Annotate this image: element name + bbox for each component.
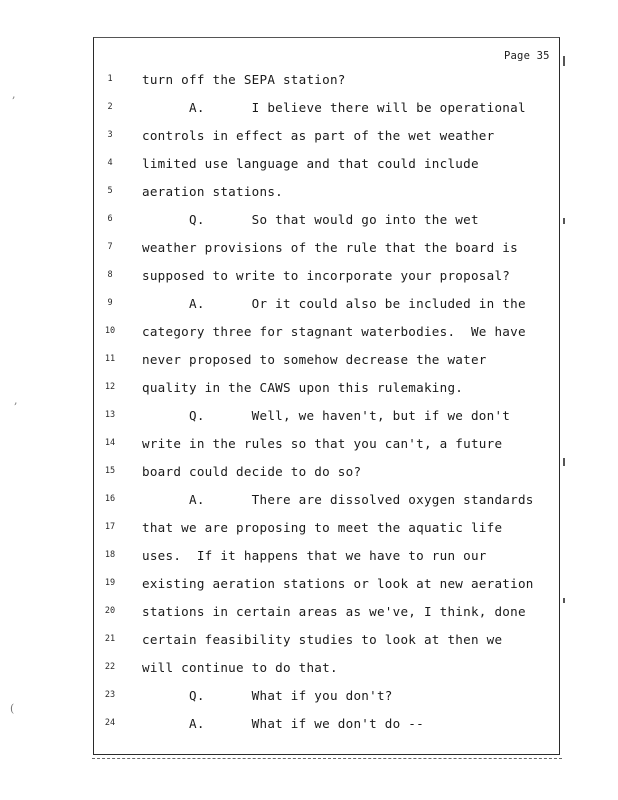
transcript-line-text: A. There are dissolved oxygen standards (142, 492, 534, 507)
scan-speck (563, 458, 565, 466)
transcript-line-text: supposed to write to incorporate your proposal? (142, 268, 511, 283)
transcript-line-text: A. Or it could also be included in the (142, 296, 526, 311)
line-number: 15 (104, 466, 116, 476)
transcript-line-text: certain feasibility studies to look at then we (142, 632, 503, 647)
line-number: 17 (104, 522, 116, 532)
line-number: 11 (104, 354, 116, 364)
transcript-line-text: A. What if we don't do -- (142, 716, 424, 731)
transcript-line-text: A. I believe there will be operational (142, 100, 526, 115)
transcript-page-frame (93, 37, 560, 755)
scan-speck (563, 218, 565, 224)
line-number: 21 (104, 634, 116, 644)
transcript-line-text: aeration stations. (142, 184, 283, 199)
line-number: 8 (107, 270, 113, 280)
page-number: Page 35 (504, 50, 550, 62)
transcript-line-text: that we are proposing to meet the aquatic life (142, 520, 503, 535)
transcript-line-text: category three for stagnant waterbodies. We have (142, 324, 526, 339)
scan-artifact: , (14, 394, 18, 407)
line-number: 20 (104, 606, 116, 616)
line-number: 23 (104, 690, 116, 700)
scan-artifact: , (12, 88, 16, 101)
line-number: 18 (104, 550, 116, 560)
line-number: 19 (104, 578, 116, 588)
transcript-line-text: Q. So that would go into the wet (142, 212, 479, 227)
scan-speck (563, 56, 565, 66)
line-number: 1 (107, 74, 113, 84)
line-number: 2 (107, 102, 113, 112)
transcript-line-text: weather provisions of the rule that the board is (142, 240, 518, 255)
transcript-line-text: Q. What if you don't? (142, 688, 393, 703)
transcript-line-text: will continue to do that. (142, 660, 338, 675)
transcript-line-text: Q. Well, we haven't, but if we don't (142, 408, 511, 423)
transcript-line-text: limited use language and that could include (142, 156, 479, 171)
line-number: 12 (104, 382, 116, 392)
line-number: 9 (107, 298, 113, 308)
scan-artifact: ( (10, 702, 15, 715)
transcript-line-text: controls in effect as part of the wet weather (142, 128, 495, 143)
transcript-line-text: stations in certain areas as we've, I think, done (142, 604, 526, 619)
transcript-line-text: never proposed to somehow decrease the water (142, 352, 487, 367)
transcript-line-text: existing aeration stations or look at new aeration (142, 576, 534, 591)
line-number: 3 (107, 130, 113, 140)
line-number: 4 (107, 158, 113, 168)
line-number: 13 (104, 410, 116, 420)
line-number: 16 (104, 494, 116, 504)
line-number: 14 (104, 438, 116, 448)
line-number: 22 (104, 662, 116, 672)
transcript-line-text: quality in the CAWS upon this rulemaking. (142, 380, 464, 395)
transcript-line-text: write in the rules so that you can't, a future (142, 436, 503, 451)
line-number: 7 (107, 242, 113, 252)
line-number: 6 (107, 214, 113, 224)
transcript-line-text: turn off the SEPA station? (142, 72, 346, 87)
line-number: 10 (104, 326, 116, 336)
transcript-line-text: board could decide to do so? (142, 464, 362, 479)
scan-speck (563, 598, 565, 603)
line-number: 24 (104, 718, 116, 728)
line-number: 5 (107, 186, 113, 196)
transcript-line-text: uses. If it happens that we have to run our (142, 548, 487, 563)
